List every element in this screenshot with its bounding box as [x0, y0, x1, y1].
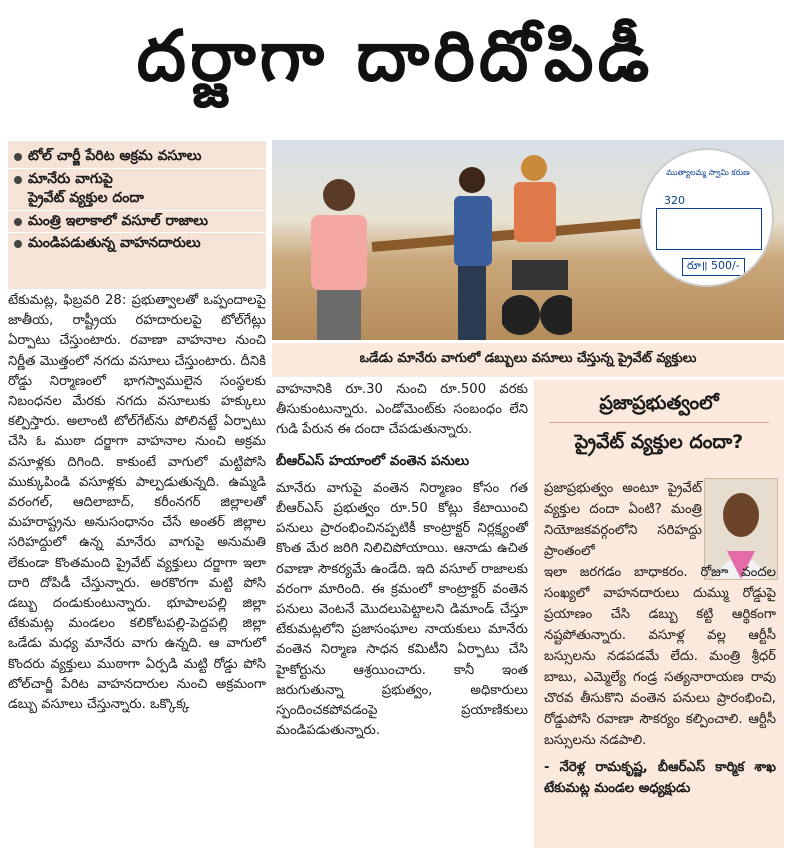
article-text: టేకుమట్ల, ఫిబ్రవరి 28: ప్రభుత్వాలతో ఒప్పందాలపై జాతీయ, రాష్ట్రీయ రహదారులపై టోల్‌గేట్లు ఏర్పాటు చేస్తుంటారు. రవాణా వాహనాల నుంచి నిర్ణీత మొత్తంలో నగదు వసూలు చేస్తుంటారు. దీనికి రోడ్డు నిర్మాణంలో భాగస్వాములైన సంస్థలకు నిబంధనల మేరకు నగదు వసూలుకు హక్కులు కల్పిస్తారు. అలాంటి టోల్‌గేట్‌ను పోలినట్టే ఏర్పాటు చేసి ఓ ముఠా దర్జాగా వాహనాల నుంచి అక్రమ వసూళ్లకు దిగింది. కాకుంటే వాగులో మట్టిపోసి ముక్కుపిండి వసూళ్లకు పాల్పడుతున్నది. ఉమ్మడి వరంగల్‌, ఆదిలాబాద్‌, కరీంనగర్‌ జిల్లాలతో మహరాష్ట్రను అనుసంధానం చేసే అంతర్‌ జిల్లాల సరిహద్దులో ఉన్న మానేరు వాగుపై అనుమతి లేకుండా కొంతమంది ప్రైవేట్‌ వ్యక్తులు దర్జాగా ఇలా దారి దోపిడీ చేస్తున్నారు. అరకొరగా మట్టి పోసి డబ్బు దండుకుంటున్నారు. భూపాలపల్లి జిల్లా టేకుమట్ల మండలం కలికోటపల్లి-పెద్దపల్లి జిల్లా ఒడేడు మధ్య మానేరు వాగు ఉన్నది. ఆ వాగులో కొందరు వ్యక్తులు ముఠాగా ఏర్పడి మట్టి రోడ్డు పోసి టోల్‌చార్జీ పేరిట వాహనదారుల నుంచి అక్రమంగా డబ్బు వసూలు చేస్తున్నారు. ఒక్కొక్క [8, 293, 266, 713]
sub-heading: బీఆర్‌ఎస్‌ హయాంలో వంతెన పనులు [276, 452, 470, 469]
man-blue-shirt [442, 160, 502, 340]
sidebar-title-line2: ప్రైవేట్‌ వ్యక్తుల దందా? [574, 431, 744, 453]
highlight-item-cont: ప్రైవేట్‌ వ్యక్తుల దందా [28, 190, 144, 206]
receipt-header: ముత్యాలమ్మ స్వామి కరుణ [666, 168, 750, 177]
sidebar-text [544, 478, 776, 799]
headline: దర్జాగా దారిదోపిడీ [136, 14, 654, 97]
article-column-1 [8, 291, 266, 715]
sidebar-title [534, 388, 784, 457]
article-column-2 [276, 380, 528, 741]
highlight-item: టోల్‌ చార్జీ పేరిట అక్రమ వసూలు [8, 147, 266, 167]
highlight-item: మండిపడుతున్న వాహనదారులు [8, 234, 266, 254]
man-on-motorbike [502, 150, 572, 340]
sidebar-paragraph: ప్రజాప్రభుత్వం అంటూ ప్రైవేట్‌ వ్యక్తుల దందా ఏంటి? మంత్రి నియోజకవర్గంలోని సరిహద్దు ప్రాంతంలో [544, 481, 702, 559]
man-pink-shirt [297, 170, 382, 340]
highlight-item: మంత్రి ఇలాకాలో వసూల్‌ రాజాలు [8, 212, 266, 232]
receipt-box [656, 208, 762, 250]
opinion-sidebar [534, 380, 784, 848]
article-text: వాహనానికి రూ.30 నుంచి రూ.500 వరకు తీసుకుంటున్నారు. ఎండోమెంట్‌కు సంబంధం లేని గుడి పేరున ఈ దందా చేపడుతున్నారు. [276, 382, 528, 438]
article-text: మానేరు వాగుపై వంతెన నిర్మాణం కోసం గత బీఆర్‌ఎస్‌ ప్రభుత్వం రూ.50 కోట్లు కేటాయించి పనులు ప్రారంభించినప్పటికీ కాంట్రాక్టర్‌ నిర్లక్ష్యంతో కొంత మేర జరిగి నిలిచిపోయాయి. ఆనాడు ఉచిత రవాణా సౌకర్యమే ఉండేది. ఇది వసూల్‌ రాజాలకు వరంగా మారింది. ఈ క్రమంలో కాంట్రాక్టర్‌ వంతెన పనులు వెంటనే మొదలుపెట్టాలని డిమాండ్‌ చేస్తూ టేకుమట్లలోని ప్రజాసంఘాల నాయకులు మానేరు వంతెన నిర్మాణ సాధన కమిటీని ఏర్పాటు చేసి హైకోర్టును ఆశ్రయించారు. కానీ ఇంత జరుగుతున్నా ప్రభుత్వం, అధికారులు స్పందించకపోవడంపై ప్రయాణికులు మండిపడుతున్నారు. [276, 480, 528, 739]
sidebar-paragraph: ఇలా జరగడం బాధాకరం. రోజూ వందల సంఖ్యలో వాహనదారులు దుమ్ము రోడ్డుపై ప్రయాణం చేసి డబ్బు కట్టి ఆర్థికంగా నష్టపోతున్నారు. వసూళ్ల వల్ల ఆర్టీసీ బస్సులను నడపడమే లేదు. మంత్రి శ్రీధర్‌ బాబు, ఎమ్మెల్యే గండ్ర సత్యనారాయణ రావు చొరవ తీసుకొని వంతెన పనులు ప్రారంభించి, రోడ్డుపోసి రవాణా సౌకర్యం కల్పించాలి. ఆర్టీసీ బస్సులను నడపాలి. [544, 565, 776, 748]
receipt-inset [640, 148, 774, 287]
receipt-number: 320 [664, 194, 685, 207]
highlights-box [8, 141, 266, 289]
sidebar-title-line1: ప్రజాప్రభుత్వంలో [599, 392, 719, 414]
receipt-amount: రూ॥ 500/- [682, 258, 745, 276]
highlight-item: మానేరు వాగుపై [8, 170, 266, 190]
signature: - నేరెళ్ల రామకృష్ణ, బీఆర్‌ఎస్‌ కార్మిక శాఖ టేకుమట్ల మండల అధ్యక్షుడు [544, 760, 776, 796]
news-photo [272, 140, 784, 340]
photo-caption: ఒడేడు మానేరు వాగులో డబ్బులు వసూలు చేస్తున్న ప్రైవేట్‌ వ్యక్తులు [272, 343, 784, 377]
